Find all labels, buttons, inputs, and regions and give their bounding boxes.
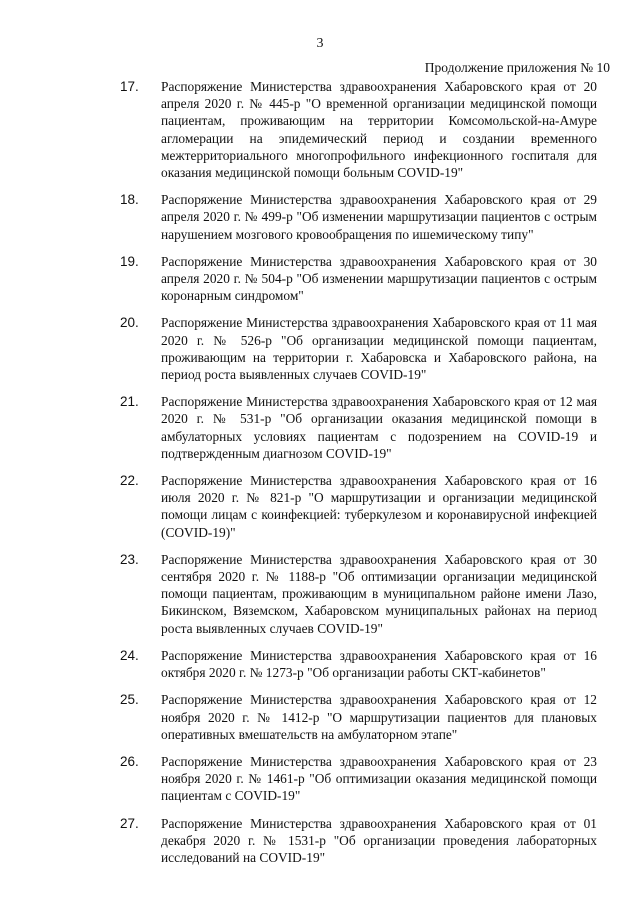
list-item-25 bbox=[0, 691, 640, 743]
list-item-20 bbox=[0, 314, 640, 383]
list-item-17 bbox=[0, 78, 640, 181]
list-item-24 bbox=[0, 647, 640, 681]
item-text: Распоряжение Министерства здравоохранения Хабаровского края от 23 ноября 2020 г. № 1461-р "Об оптимизации оказания медицинской помощи пациентам с COVID-19" bbox=[161, 753, 597, 804]
item-text: Распоряжение Министерства здравоохранения Хабаровского края от 20 апреля 2020 г. № 445-р "О временной организации медицинской помощи пациентам, проживающим на территории Комсомольской-на-Амуре агломерации на эпидемический период и создании временного межтерриториального многопрофильного инфекционного госпиталя для оказания медицинской помощи больным COVID-19" bbox=[161, 79, 597, 181]
item-number: 26. bbox=[120, 753, 139, 769]
list-item-21 bbox=[0, 393, 640, 462]
list-item-23 bbox=[0, 551, 640, 637]
list-item-19 bbox=[0, 253, 640, 305]
item-number: 21. bbox=[120, 394, 139, 410]
item-text: Распоряжение Министерства здравоохранения Хабаровского края от 12 ноября 2020 г. № 1412-р "О маршрутизации пациентов для плановых оперативных вмешательств на амбулаторном этапе" bbox=[161, 692, 597, 742]
appendix-continuation-note: Продолжение приложения № 10 bbox=[424, 60, 610, 75]
item-number: 19. bbox=[120, 253, 139, 269]
list-item-22 bbox=[0, 472, 640, 541]
order-list bbox=[0, 78, 640, 876]
item-number: 25. bbox=[120, 692, 139, 708]
item-text: Распоряжение Министерства здравоохранения Хабаровского края от 16 октября 2020 г. № 1273-р "Об организации работы СКТ-кабинетов" bbox=[161, 647, 597, 681]
item-number: 23. bbox=[120, 551, 139, 567]
item-text: Распоряжение Министерства здравоохранения Хабаровского края от 30 сентября 2020 г. № 1188-р "Об оптимизации организации медицинской помощи пациентам, проживающим в муниципальном районе имени Лазо, Бикинском, Вяземском, Хабаровском муниципальных районах на период роста выявленных случаев COVID-19" bbox=[161, 551, 597, 636]
item-text: Распоряжение Министерства здравоохранения Хабаровского края от 12 мая 2020 г. № 531-р "Об организации оказания медицинской помощи в амбулаторных условиях пациентам с подозрением на COVID-19 и подтвержденным диагнозом COVID-19" bbox=[161, 394, 597, 461]
page-number: 3 bbox=[316, 36, 324, 51]
list-item-27 bbox=[0, 815, 640, 867]
item-text: Распоряжение Министерства здравоохранения Хабаровского края от 16 июля 2020 г. № 821-р "О маршрутизации и организации медицинской помощи лицам с коинфекцией: туберкулезом и коронавирусной инфекцией (COVID-19)" bbox=[161, 473, 597, 540]
item-text: Распоряжение Министерства здравоохранения Хабаровского края от 11 мая 2020 г. № 526-р "Об организации медицинской помощи пациентам, проживающим на территории г. Хабаровска и Хабаровского района, на период роста выявленных случаев COVID-19" bbox=[161, 315, 597, 383]
item-number: 20. bbox=[120, 315, 139, 331]
item-number: 22. bbox=[120, 473, 139, 489]
item-number: 24. bbox=[120, 647, 139, 663]
item-text: Распоряжение Министерства здравоохранения Хабаровского края от 30 апреля 2020 г. № 504-р "Об изменении маршрутизации пациентов с острым коронарным синдромом" bbox=[161, 253, 597, 304]
list-item-26 bbox=[0, 753, 640, 805]
item-number: 27. bbox=[120, 815, 139, 831]
item-text: Распоряжение Министерства здравоохранения Хабаровского края от 01 декабря 2020 г. № 1531-р "Об организации проведения лабораторных исследований на COVID-19" bbox=[161, 815, 597, 865]
item-number: 17. bbox=[120, 79, 139, 94]
item-text: Распоряжение Министерства здравоохранения Хабаровского края от 29 апреля 2020 г. № 499-р "Об изменении маршрутизации пациентов с острым нарушением мозгового кровообращения по ишемическому типу" bbox=[161, 192, 597, 242]
item-number: 18. bbox=[120, 192, 139, 208]
list-item-18 bbox=[0, 191, 640, 243]
